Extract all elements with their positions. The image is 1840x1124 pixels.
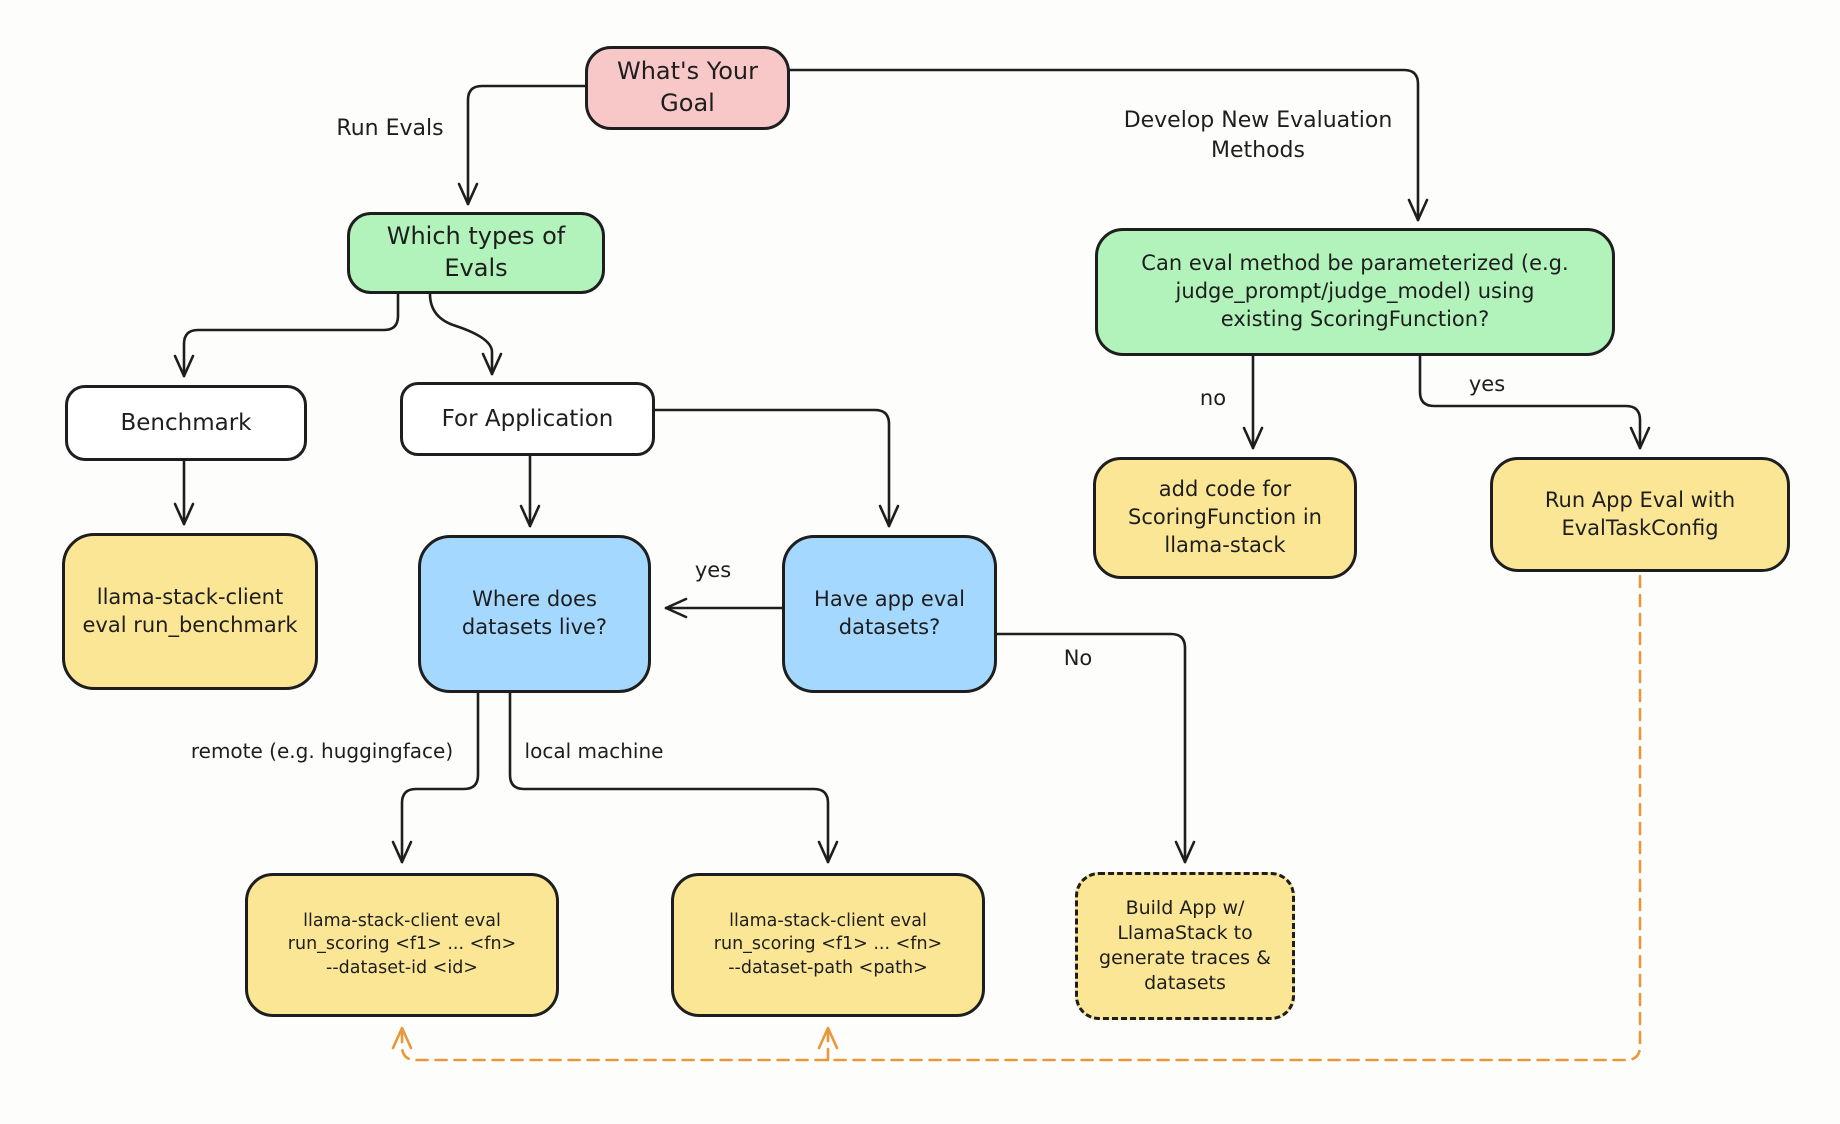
node-text-line: generate traces &: [1099, 947, 1271, 969]
node-text-line: Where does: [472, 587, 597, 612]
node-text-line: Have app eval: [814, 587, 965, 612]
edge-label-develop-new-evaluation-methods: [1063, 106, 1453, 165]
node-can-eval-method-parameterized: [1095, 228, 1615, 356]
node-text-line: EvalTaskConfig: [1561, 515, 1719, 540]
node-benchmark: [65, 385, 307, 461]
node-for-application: [400, 382, 655, 456]
edge-goal-to-which-types: [468, 86, 585, 204]
node-text-line: existing ScoringFunction?: [1220, 306, 1490, 331]
node-run-app-eval-evaltaskconfig: [1490, 457, 1790, 572]
node-text-line: llama-stack-client eval: [729, 911, 927, 932]
node-text-line: Evals: [444, 254, 508, 282]
node-text-line: Which types of: [386, 222, 566, 251]
node-text-line: llama-stack: [1164, 532, 1286, 557]
edge-label-no-have-datasets: No: [1063, 646, 1093, 670]
node-text-line: ScoringFunction in: [1128, 505, 1322, 530]
node-text-line: Benchmark: [120, 409, 252, 436]
node-text-line: run_scoring <f1> ... <fn>: [287, 934, 517, 955]
node-build-app-generate-datasets: [1075, 872, 1295, 1020]
node-run-scoring-dataset-path-command: [671, 873, 985, 1017]
node-text-line: llama-stack-client eval: [303, 911, 501, 932]
node-text-line: datasets: [1144, 972, 1226, 995]
edge-which-types-to-benchmark: [184, 294, 398, 376]
edge-label-remote-huggingface: remote (e.g. huggingface): [190, 739, 454, 763]
node-text-line: --dataset-path <path>: [728, 957, 928, 978]
node-have-app-eval-datasets: [782, 535, 997, 693]
node-text-line: datasets live?: [461, 615, 608, 639]
edge-label-yes-parameterized: yes: [1468, 372, 1506, 396]
node-run-benchmark-command: [62, 533, 318, 690]
node-whats-your-goal: [585, 46, 790, 130]
edge-label-yes-have-datasets: yes: [694, 558, 732, 582]
edge-label-line: Develop New Evaluation: [1123, 108, 1393, 133]
node-text-line: Build App w/: [1125, 896, 1245, 919]
node-text-line: judge_prompt/judge_model) using: [1175, 279, 1535, 304]
edge-label-line: Methods: [1211, 137, 1305, 163]
node-text-line: eval run_benchmark: [82, 612, 298, 637]
node-text-line: add code for: [1158, 477, 1292, 502]
node-text-line: For Application: [441, 405, 614, 432]
node-text-line: run_scoring <f1> ... <fn>: [713, 934, 943, 955]
node-which-types-of-evals: [347, 212, 605, 294]
edge-which-types-to-for-application: [430, 294, 492, 374]
edge-label-local-machine: local machine: [524, 739, 664, 763]
edge-label-no-parameterized: no: [1199, 386, 1227, 410]
edge-where-local-to-run-scoring-path: [510, 693, 828, 862]
node-text-line: --dataset-id <id>: [326, 957, 478, 978]
node-run-scoring-dataset-id-command: [245, 873, 559, 1017]
edge-label-run-evals: Run Evals: [336, 116, 444, 141]
edge-for-application-to-have-datasets: [655, 410, 889, 526]
node-text-line: Can eval method be parameterized (e.g.: [1141, 251, 1569, 276]
node-text-line: llama-stack-client: [96, 584, 284, 609]
node-where-does-datasets-live: [418, 535, 651, 693]
edge-where-remote-to-run-scoring-id: [402, 693, 478, 862]
node-text-line: datasets?: [838, 615, 941, 639]
node-text-line: LlamaStack to: [1117, 921, 1253, 944]
node-text-line: What's Your: [616, 57, 759, 86]
node-text-line: Run App Eval with: [1544, 487, 1736, 512]
node-text-line: Goal: [660, 89, 715, 117]
node-add-code-scoring-function: [1093, 457, 1357, 579]
